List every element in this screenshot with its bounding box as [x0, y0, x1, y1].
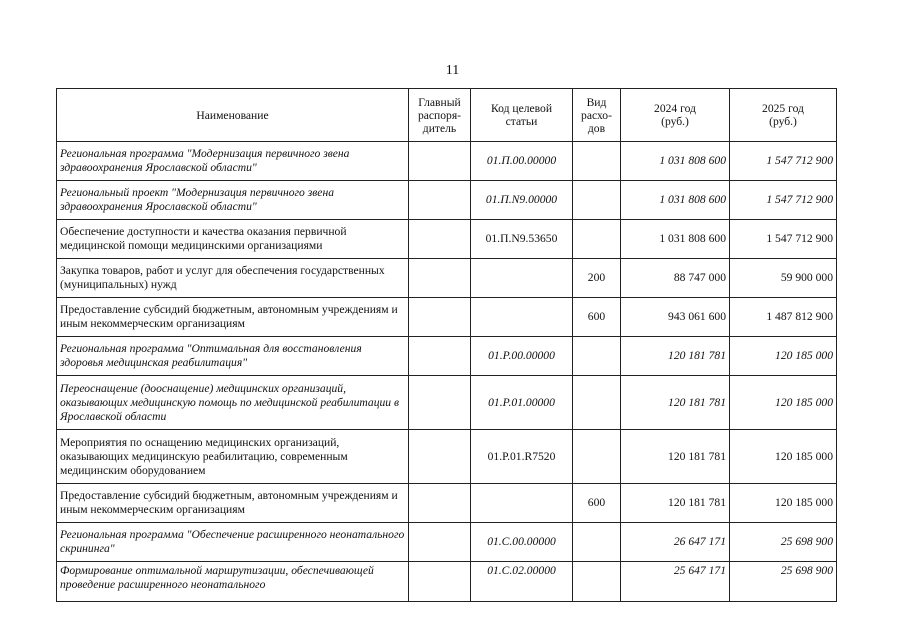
cell-expense-type: 600 — [573, 298, 621, 337]
budget-table — [56, 88, 837, 602]
cell-amount-2024: 26 647 171 — [621, 523, 730, 562]
cell-expense-type — [573, 562, 621, 602]
cell-amount-2024: 25 647 171 — [621, 562, 730, 602]
cell-amount-2024: 1 031 808 600 — [621, 220, 730, 259]
cell-expense-type — [573, 181, 621, 220]
cell-target-code: 01.П.00.00000 — [471, 142, 573, 181]
cell-amount-2025: 1 487 812 900 — [730, 298, 837, 337]
column-header-2024: 2024 год (руб.) — [621, 89, 730, 142]
cell-expense-type — [573, 430, 621, 484]
cell-name: Региональная программа "Обеспечение расширенного неонатального скрининга" — [57, 523, 409, 562]
cell-target-code — [471, 484, 573, 523]
cell-name: Формирование оптимальной маршрутизации, обеспечивающей проведение расширенного неонатального — [57, 562, 409, 602]
cell-amount-2024: 120 181 781 — [621, 430, 730, 484]
cell-admin — [409, 259, 471, 298]
table-body — [57, 142, 837, 602]
cell-target-code — [471, 298, 573, 337]
cell-name: Закупка товаров, работ и услуг для обеспечения государственных (муниципальных) нужд — [57, 259, 409, 298]
table-row — [57, 220, 837, 259]
cell-admin — [409, 523, 471, 562]
table-row — [57, 430, 837, 484]
column-header-code: Код целевой статьи — [471, 89, 573, 142]
cell-expense-type — [573, 220, 621, 259]
cell-amount-2025: 25 698 900 — [730, 523, 837, 562]
cell-admin — [409, 298, 471, 337]
table-row — [57, 376, 837, 430]
cell-amount-2025: 120 185 000 — [730, 484, 837, 523]
cell-amount-2025: 1 547 712 900 — [730, 142, 837, 181]
cell-target-code: 01.Р.01.R7520 — [471, 430, 573, 484]
cell-admin — [409, 484, 471, 523]
cell-name: Предоставление субсидий бюджетным, автономным учреждениям и иным некоммерческим организациям — [57, 484, 409, 523]
cell-amount-2025: 1 547 712 900 — [730, 181, 837, 220]
cell-amount-2025: 120 185 000 — [730, 430, 837, 484]
cell-name: Предоставление субсидий бюджетным, автономным учреждениям и иным некоммерческим организациям — [57, 298, 409, 337]
cell-target-code: 01.С.02.00000 — [471, 562, 573, 602]
cell-amount-2024: 943 061 600 — [621, 298, 730, 337]
cell-expense-type — [573, 523, 621, 562]
cell-amount-2025: 25 698 900 — [730, 562, 837, 602]
cell-amount-2025: 120 185 000 — [730, 337, 837, 376]
cell-target-code: 01.Р.00.00000 — [471, 337, 573, 376]
cell-admin — [409, 142, 471, 181]
cell-expense-type — [573, 376, 621, 430]
cell-admin — [409, 337, 471, 376]
cell-target-code: 01.С.00.00000 — [471, 523, 573, 562]
cell-name: Региональный проект "Модернизация первичного звена здравоохранения Ярославской области" — [57, 181, 409, 220]
cell-admin — [409, 376, 471, 430]
column-header-type: Вид расхо- дов — [573, 89, 621, 142]
cell-amount-2025: 59 900 000 — [730, 259, 837, 298]
cell-expense-type — [573, 337, 621, 376]
cell-expense-type — [573, 142, 621, 181]
cell-amount-2024: 88 747 000 — [621, 259, 730, 298]
column-header-2025: 2025 год (руб.) — [730, 89, 837, 142]
column-header-admin: Главный распоря- дитель — [409, 89, 471, 142]
cell-admin — [409, 562, 471, 602]
cell-target-code: 01.П.N9.53650 — [471, 220, 573, 259]
table-header-row — [57, 89, 837, 142]
table-row — [57, 523, 837, 562]
cell-amount-2024: 120 181 781 — [621, 376, 730, 430]
cell-amount-2024: 1 031 808 600 — [621, 181, 730, 220]
cell-expense-type: 600 — [573, 484, 621, 523]
cell-target-code: 01.Р.01.00000 — [471, 376, 573, 430]
cell-expense-type: 200 — [573, 259, 621, 298]
table-row — [57, 298, 837, 337]
table-row — [57, 484, 837, 523]
table-row — [57, 259, 837, 298]
table-row — [57, 181, 837, 220]
cell-admin — [409, 181, 471, 220]
cell-name: Обеспечение доступности и качества оказания первичной медицинской помощи медицинскими организациями — [57, 220, 409, 259]
table-row — [57, 337, 837, 376]
cell-name: Мероприятия по оснащению медицинских организаций, оказывающих медицинскую реабилитацию, современным медицинским оборудованием — [57, 430, 409, 484]
table-row — [57, 562, 837, 602]
cell-name: Переоснащение (дооснащение) медицинских организаций, оказывающих медицинскую помощь по медицинской реабилитации в Ярославской области — [57, 376, 409, 430]
cell-amount-2024: 1 031 808 600 — [621, 142, 730, 181]
cell-amount-2024: 120 181 781 — [621, 484, 730, 523]
cell-name: Региональная программа "Модернизация первичного звена здравоохранения Ярославской области" — [57, 142, 409, 181]
page-number: 11 — [445, 63, 460, 78]
cell-admin — [409, 220, 471, 259]
cell-amount-2025: 1 547 712 900 — [730, 220, 837, 259]
cell-amount-2024: 120 181 781 — [621, 337, 730, 376]
cell-admin — [409, 430, 471, 484]
cell-target-code: 01.П.N9.00000 — [471, 181, 573, 220]
table-row — [57, 142, 837, 181]
cell-amount-2025: 120 185 000 — [730, 376, 837, 430]
column-header-name: Наименование — [57, 89, 409, 142]
cell-target-code — [471, 259, 573, 298]
cell-name: Региональная программа "Оптимальная для восстановления здоровья медицинская реабилитация" — [57, 337, 409, 376]
